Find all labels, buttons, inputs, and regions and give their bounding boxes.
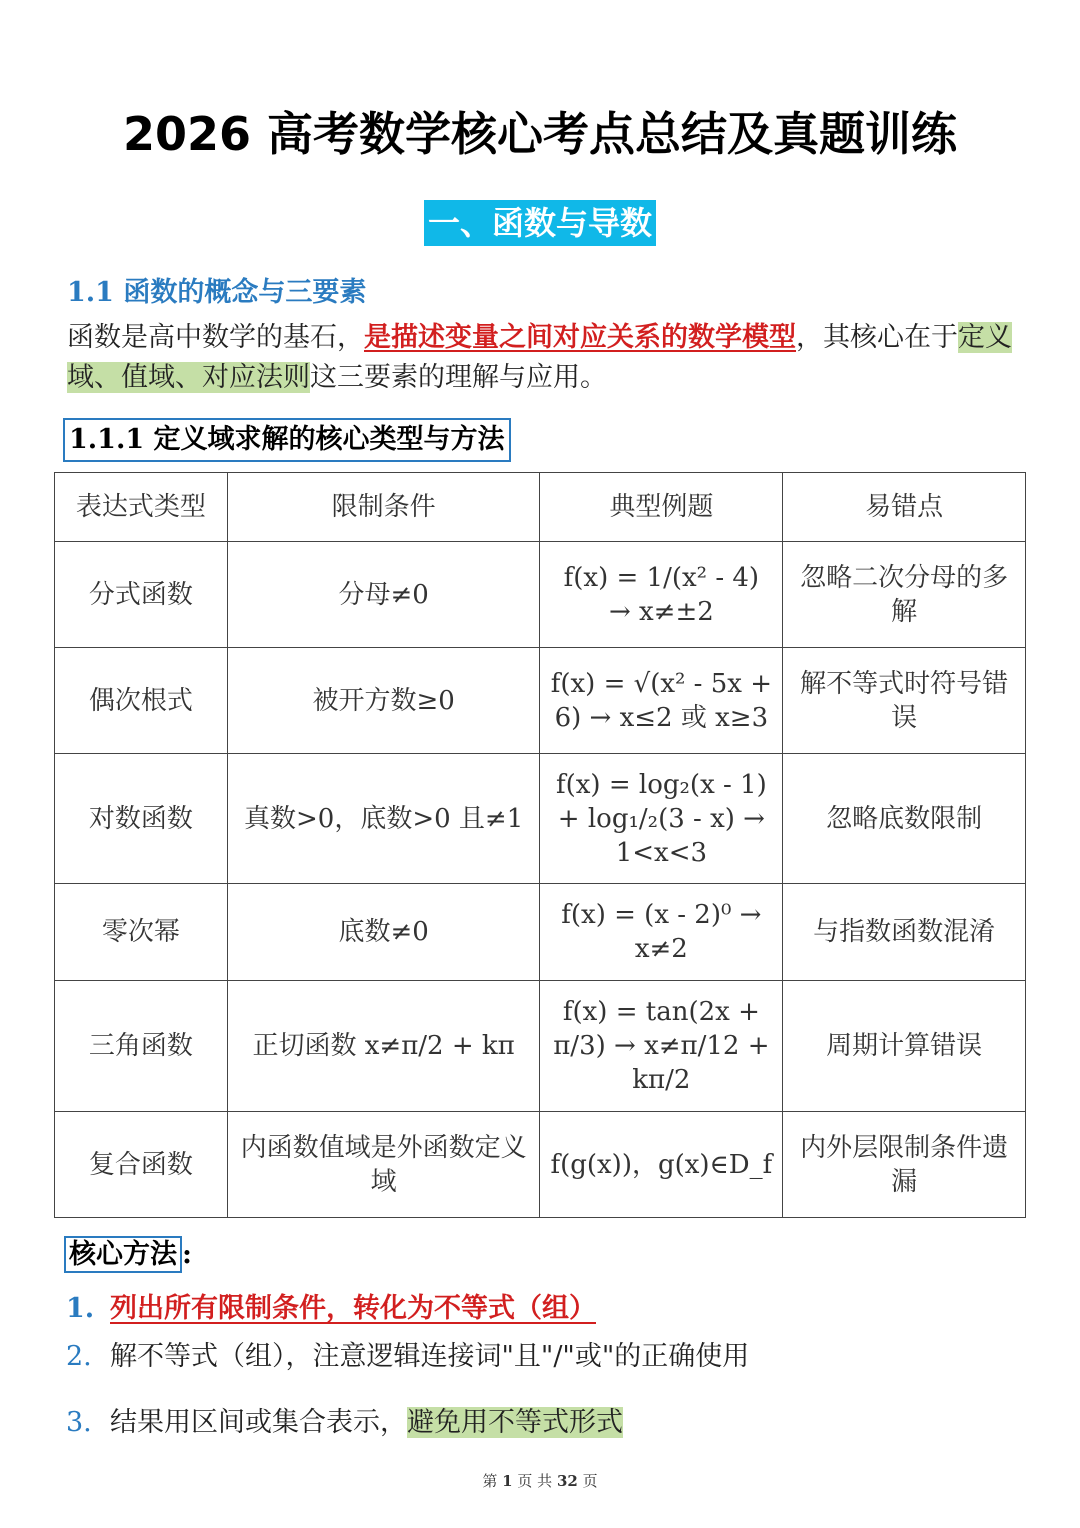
type-cell: 三角函数: [55, 981, 228, 1112]
intro-emphasis: 是描述变量之间对应关系的数学模型: [364, 322, 796, 353]
type-cell: 零次幂: [55, 884, 228, 981]
intro-text: 这三要素的理解与应用。: [310, 362, 607, 393]
type-cell: 偶次根式: [55, 648, 228, 754]
header-cell: 限制条件: [227, 473, 540, 542]
example-cell: f(x) = log₂(x - 1) + log₁/₂(3 - x) → 1<x<3: [540, 754, 783, 884]
table-header-row: [55, 473, 1026, 542]
step-number: 1.: [66, 1293, 95, 1324]
pitfall-cell: 与指数函数混淆: [783, 884, 1026, 981]
pitfall-cell: 内外层限制条件遗漏: [783, 1112, 1026, 1218]
page-title: 2026 高考数学核心考点总结及真题训练: [122, 107, 958, 161]
intro-text: ，其核心在于: [796, 322, 958, 353]
section-heading: 1.1 函数的概念与三要素: [67, 277, 367, 308]
pitfall-cell: 忽略二次分母的多解: [783, 542, 1026, 648]
condition-cell: 内函数值域是外函数定义域: [227, 1112, 540, 1218]
header-cell: 典型例题: [540, 473, 783, 542]
domain-table: [54, 472, 1026, 1218]
example-cell: f(x) = (x - 2)⁰ → x≠2: [540, 884, 783, 981]
footer-text: 页 共: [517, 1472, 553, 1490]
header-cell: 表达式类型: [55, 473, 228, 542]
list-item: [66, 1334, 749, 1373]
step-highlight: 避免用不等式形式: [407, 1407, 623, 1438]
table-row: [55, 648, 1026, 754]
type-cell: 分式函数: [55, 542, 228, 648]
page-footer: [0, 1470, 1080, 1491]
footer-text: 页: [582, 1472, 598, 1490]
example-cell: f(x) = √(x² - 5x + 6) → x≤2 或 x≥3: [540, 648, 783, 754]
table-row: [55, 981, 1026, 1112]
chapter-heading: 一、函数与导数: [424, 200, 656, 246]
core-method-heading: [64, 1232, 192, 1271]
subsection-heading: 1.1.1 定义域求解的核心类型与方法: [63, 418, 511, 462]
example-cell: f(x) = 1/(x² - 4) → x≠±2: [540, 542, 783, 648]
header-cell: 易错点: [783, 473, 1026, 542]
list-item: [66, 1286, 596, 1325]
pitfall-cell: 周期计算错误: [783, 981, 1026, 1112]
step-text: 解不等式（组），注意逻辑连接词"且"/"或"的正确使用: [110, 1341, 750, 1372]
step-number: 3.: [66, 1407, 92, 1438]
footer-text: 第: [482, 1472, 498, 1490]
pitfall-cell: 忽略底数限制: [783, 754, 1026, 884]
condition-cell: 底数≠0: [227, 884, 540, 981]
condition-cell: 分母≠0: [227, 542, 540, 648]
example-cell: f(g(x))，g(x)∈D_f: [540, 1112, 783, 1218]
table-row: [55, 754, 1026, 884]
example-cell: f(x) = tan(2x + π/3) → x≠π/12 + kπ/2: [540, 981, 783, 1112]
intro-highlight: 定义域、值域、对应法则: [67, 322, 1012, 393]
condition-cell: 正切函数 x≠π/2 + kπ: [227, 981, 540, 1112]
pitfall-cell: 解不等式时符号错误: [783, 648, 1026, 754]
intro-text: 函数是高中数学的基石，: [67, 322, 364, 353]
condition-cell: 真数>0，底数>0 且≠1: [227, 754, 540, 884]
total-pages: 32: [556, 1472, 578, 1490]
type-cell: 对数函数: [55, 754, 228, 884]
type-cell: 复合函数: [55, 1112, 228, 1218]
list-item: [66, 1400, 623, 1439]
core-method-label: 核心方法: [64, 1236, 182, 1273]
table-row: [55, 1112, 1026, 1218]
table-row: [55, 884, 1026, 981]
page-number: 1: [502, 1472, 513, 1490]
core-method-colon: :: [182, 1239, 192, 1270]
intro-paragraph: [67, 318, 1017, 398]
step-text: 结果用区间或集合表示，: [110, 1407, 407, 1438]
step-text: 列出所有限制条件，转化为不等式（组）: [110, 1293, 596, 1324]
step-number: 2.: [66, 1341, 92, 1372]
table-row: [55, 542, 1026, 648]
condition-cell: 被开方数≥0: [227, 648, 540, 754]
